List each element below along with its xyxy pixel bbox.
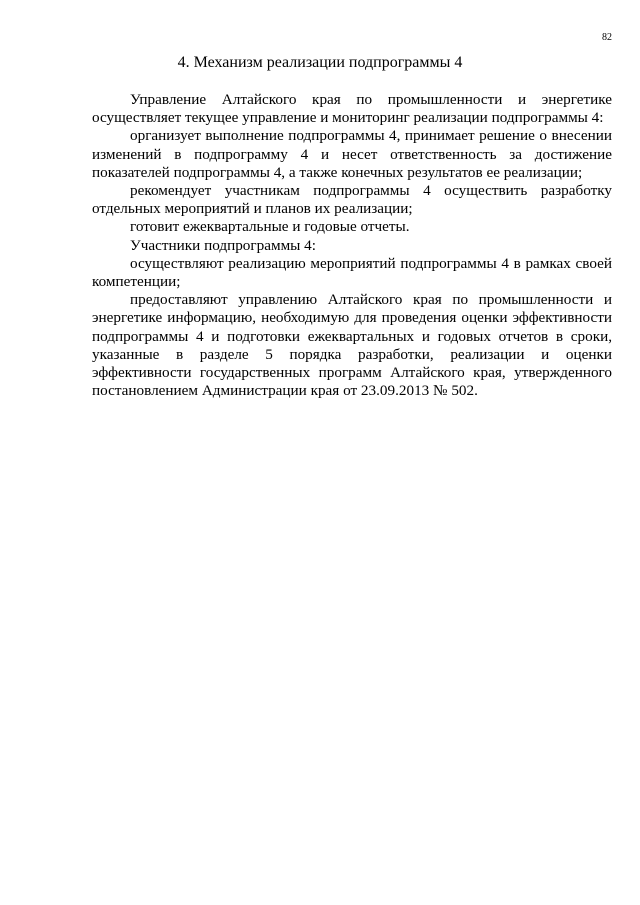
paragraph-reports: готовит ежеквартальные и годовые отчеты. <box>130 218 410 236</box>
paragraph-provide-info: предоставляют управлению Алтайского края по промышленности и энергетике информацию, необходимую для проведения оценки эффективности подпрограммы 4 и подготовки ежеквартальных и годовых отчетов в сроки, указанные в разделе 5 порядка разработки, реализации и оценки эффективности государственных программ Алтайского края, утвержденного постановлением Администрации края от 23.09.2013 № 502. <box>92 291 612 400</box>
paragraph-implement: осуществляют реализацию мероприятий подпрограммы 4 в рамках своей компетенции; <box>92 254 612 291</box>
paragraph-organizes: организует выполнение подпрограммы 4, принимает решение о внесении изменений в подпрограмму 4 и несет ответственность за достижение показателей подпрограммы 4, а также конечных результатов ее реализации; <box>92 127 612 181</box>
paragraph-recommends: рекомендует участникам подпрограммы 4 осуществить разработку отдельных мероприятий и планов их реализации; <box>92 182 612 218</box>
document-body <box>92 91 612 400</box>
paragraph-participants-heading: Участники подпрограммы 4: <box>130 236 316 254</box>
paragraph-intro: Управление Алтайского края по промышленности и энергетике осуществляет текущее управление и мониторинг реализации подпрограммы 4: <box>92 91 612 127</box>
section-title: 4. Механизм реализации подпрограммы 4 <box>177 54 463 71</box>
page-number: 82 <box>602 32 612 43</box>
